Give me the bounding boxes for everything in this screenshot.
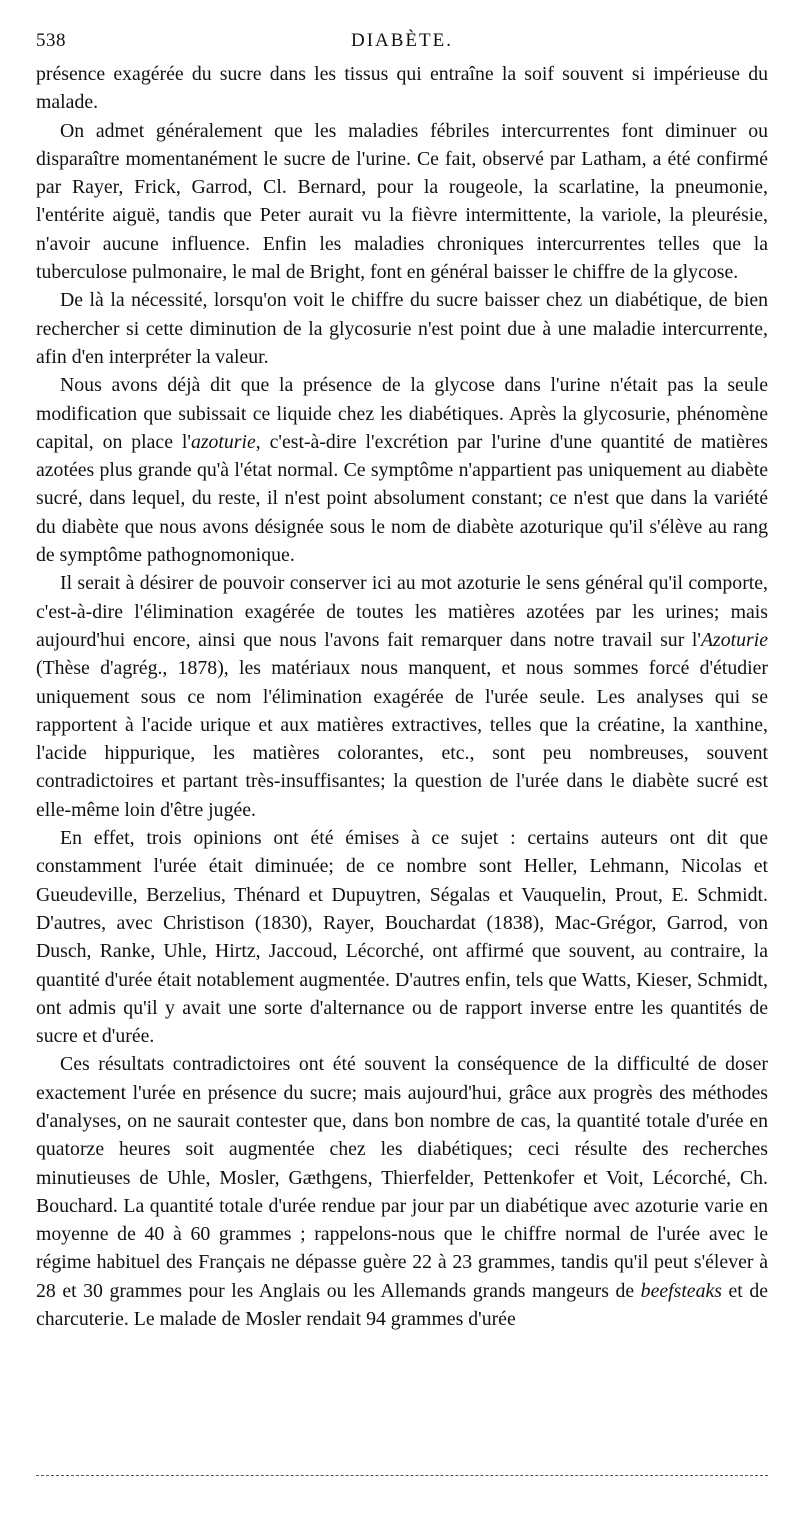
text-run: , c'est-à-dire l'excrétion par l'urine d'une quantité de matières azotées plus grande qu'à l'état normal. Ce symptôme n'appartient pas uniquement au diabète sucré, dans lequel, du reste, il n'est point absolument constant; ce n'est que dans la variété du diabète que nous avons désignée sous le nom de diabète azoturique qu'il s'élève au rang de symptôme pathognomonique. <box>36 430 768 567</box>
body-text <box>36 60 768 1333</box>
paragraph <box>36 117 768 287</box>
text-run: De là la nécessité, lorsqu'on voit le chiffre du sucre baisser chez un diabétique, de bien rechercher si cette diminution de la glycosurie n'est point due à une maladie intercurrente, afin d'en interpréter la valeur. <box>36 289 768 368</box>
text-run: On admet généralement que les maladies fébriles intercurrentes font diminuer ou disparaître momentanément le sucre de l'urine. Ce fait, observé par Latham, a été confirmé par Rayer, Frick, Garrod, Cl. Bernard, pour la rougeole, la scarlatine, la pneumonie, l'entérite aiguë, tandis que Peter aurait vu la fièvre intermittente, la variole, la pleurésie, n'avoir aucune influence. Enfin les maladies chroniques intercurrentes telles que la tuberculose pulmonaire, le mal de Bright, font en général baisser le chiffre de la glycose. <box>36 119 768 284</box>
text-run: (Thèse d'agrég., 1878), les matériaux nous manquent, et nous sommes forcé d'étudier uniquement sous ce nom l'élimination exagérée de l'urée seule. Les analyses qui se rapportent à l'acide urique et aux matières extractives, telles que la créatine, la xanthine, l'acide hippurique, les matières colorantes, etc., sont peu nombreuses, souvent contradictoires et partant très-insuffisantes; la question de l'urée dans le diabète sucré est elle-même loin d'être jugée. <box>36 657 768 821</box>
paragraph <box>36 1050 768 1333</box>
footer-rule <box>36 1475 768 1476</box>
paragraph <box>36 569 768 824</box>
text-run: présence exagérée du sucre dans les tissus qui entraîne la soif souvent si impérieuse du malade. <box>36 63 768 114</box>
text-run: Il serait à désirer de pouvoir conserver ici au mot azoturie le sens général qu'il comporte, c'est-à-dire l'élimination exagérée de toutes les matières azotées par les urines; mais aujourd'hui encore, ainsi que nous l'avons fait remarquer dans notre travail sur l' <box>36 572 768 651</box>
italic-term: beefsteaks <box>640 1279 722 1302</box>
text-run: Nous avons déjà dit que la présence de la glycose dans l'urine n'était pas la seule modification que subissait ce liquide chez les diabétiques. Après la glycosurie, phénomène capital, on place l' <box>36 374 768 453</box>
paragraph <box>36 286 768 371</box>
paragraph <box>36 60 768 117</box>
paragraph <box>36 824 768 1050</box>
text-run: et de charcuterie. Le malade de Mosler rendait 94 grammes d'urée <box>36 1279 768 1331</box>
text-run: Ces résultats contradictoires ont été souvent la conséquence de la difficulté de doser exactement l'urée en présence du sucre; mais aujourd'hui, grâce aux progrès des méthodes d'analyses, on ne saurait contester que, dans bon nombre de cas, la quantité totale d'urée en quatorze heures soit augmentée chez les diabétiques; ceci résulte des recherches minutieuses de Uhle, Mosler, Gæthgens, Thierfelder, Pettenkofer et Voit, Lécorché, Ch. Bouchard. La quantité totale d'urée rendue par jour par un diabétique avec azoturie varie en moyenne de 40 à 60 grammes ; rappelons-nous que le chiffre normal de l'urée avec le régime habituel des Français ne dépasse guère 22 à 23 grammes, tandis qu'il peut s'élever à 28 et 30 grammes pour les Anglais ou les Allemands grands mangeurs de <box>36 1053 768 1302</box>
italic-term: azoturie <box>190 430 256 453</box>
italic-term: Azoturie <box>700 628 768 651</box>
text-run: En effet, trois opinions ont été émises à ce sujet : certains auteurs ont dit que constamment l'urée était diminuée; de ce nombre sont Heller, Lehmann, Nicolas et Gueudeville, Berzelius, Thénard et Dupuytren, Ségalas et Vauquelin, Prout, E. Schmidt. D'autres, avec Christison (1830), Rayer, Bouchardat (1838), Mac-Grégor, Garrod, von Dusch, Ranke, Uhle, Hirtz, Jaccoud, Lécorché, ont affirmé que souvent, au contraire, la quantité d'urée était notablement augmentée. D'autres enfin, tels que Watts, Kieser, Schmidt, ont admis qu'il y avait une sorte d'alternance ou de rapport inverse entre les quantités de sucre et d'urée. <box>36 827 768 1048</box>
page-header <box>36 30 768 60</box>
page <box>36 30 768 1333</box>
page-number: 538 <box>36 30 66 51</box>
running-title: DIABÈTE. <box>350 30 453 51</box>
paragraph <box>36 371 768 569</box>
